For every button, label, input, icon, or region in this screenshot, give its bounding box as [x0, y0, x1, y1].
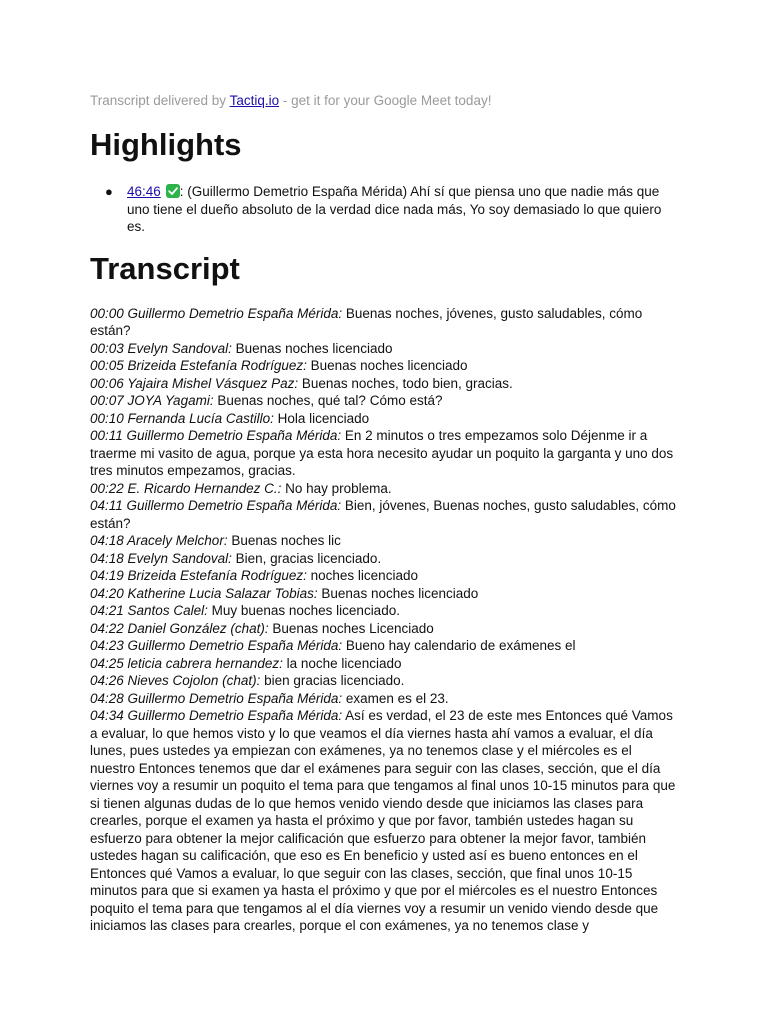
utterance: bien gracias licenciado.: [260, 673, 405, 688]
utterance: Muy buenas noches licenciado.: [207, 603, 400, 618]
transcript-line: [90, 427, 678, 480]
bullet-icon: ●: [105, 184, 113, 199]
utterance: examen es el 23.: [342, 690, 449, 706]
highlight-text: : (Guillermo Demetrio España Mérida) Ahí sí que piensa uno que nadie más que uno tiene el dueño absoluto de la verdad dice nada más, Yo soy demasiado lo que quiero es.: [127, 184, 662, 234]
transcript-line: [90, 340, 678, 358]
transcript-line: [90, 620, 678, 638]
transcript-line: [90, 480, 678, 498]
transcript-line: [90, 602, 678, 620]
utterance: Buenas noches, qué tal? Cómo está?: [213, 393, 443, 408]
utterance: Buenas noches lic: [227, 533, 341, 548]
highlights-list: [90, 183, 678, 236]
utterance: Buenas noches licenciado: [231, 340, 393, 356]
speaker-label: 04:23 Guillermo Demetrio España Mérida:: [90, 638, 343, 653]
speaker-label: 04:34 Guillermo Demetrio España Mérida:: [90, 708, 343, 723]
utterance: noches licenciado: [306, 568, 418, 583]
speaker-label: 04:11 Guillermo Demetrio España Mérida:: [90, 498, 342, 513]
transcript-line: [90, 672, 678, 690]
utterance: Así es verdad, el 23 de este mes Entonces qué Vamos a evaluar, lo que hemos visto y lo que veamos el día viernes hasta ahí vamos a evaluar, el día lunes, pues ustedes ya empiezan con exámenes, ya no tenemos clase y el miércoles es el nuestro Entonces tenemos que dar el exámenes para seguir con las clases, sección, que el día viernes voy a resumir un poquito el tema para que tengamos al final unos 10-15 minutos para que si tienen algunas dudas de lo que hemos venido viendo desde que iniciamos las clases para crearles, porque el examen ya hasta el próximo y que por favor, también ustedes hagan su esfuerzo para obtener la mejor calificación que esfuerzo para obtener la mejor favor, también ustedes hagan su calificación, que eso es En beneficio y usted así es bueno entonces en el Entonces qué Vamos a evaluar, lo que seguir con las clases, sección, que final unos 10-15 minutos para que si examen ya hasta el próximo y que por el miércoles es el nuestro Entonces poquito el tema para que tengamos al el día viernes voy a resumir un venido viendo desde que iniciamos las clases para crearles, porque el con exámenes, ya no tenemos clase y: [90, 708, 676, 933]
speaker-label: 04:19 Brizeida Estefanía Rodríguez:: [90, 568, 307, 583]
utterance: Bueno hay calendario de exámenes el: [342, 638, 576, 653]
speaker-label: 04:28 Guillermo Demetrio España Mérida:: [90, 690, 343, 706]
delivered-by-note: [90, 92, 678, 110]
utterance: Hola licenciado: [273, 410, 370, 426]
utterance: Buenas noches licenciado: [317, 585, 479, 601]
speaker-label: 00:00 Guillermo Demetrio España Mérida:: [90, 305, 343, 321]
delivered-suffix: - get it for your Google Meet today!: [279, 93, 492, 108]
transcript-line: [90, 392, 678, 410]
speaker-label: 00:22 E. Ricardo Hernandez C.:: [90, 480, 282, 496]
speaker-label: 00:05 Brizeida Estefanía Rodríguez:: [90, 358, 307, 373]
transcript-line: [90, 497, 678, 532]
utterance: No hay problema.: [281, 480, 392, 496]
transcript-line: [90, 532, 678, 550]
document-page: [90, 92, 678, 935]
transcript-line: [90, 305, 678, 340]
speaker-label: 00:03 Evelyn Sandoval:: [90, 340, 232, 356]
speaker-label: 04:20 Katherine Lucia Salazar Tobias:: [90, 585, 318, 601]
utterance: En 2 minutos o tres empezamos solo Déjenme ir a traerme mi vasito de agua, porque ya esta hora necesito ayudar un poquito la garganta y uno dos tres minutos empezamos, gracias.: [90, 428, 674, 478]
speaker-label: 00:10 Fernanda Lucía Castillo:: [90, 410, 274, 426]
speaker-label: 04:22 Daniel González (chat):: [90, 620, 269, 636]
utterance: Bien, jóvenes, Buenas noches, gusto saludables, cómo están?: [90, 498, 676, 531]
transcript-line: [90, 357, 678, 375]
check-mark-icon: [166, 184, 180, 198]
speaker-label: 04:25 leticia cabrera hernandez:: [90, 655, 283, 671]
delivered-prefix: Transcript delivered by: [90, 93, 230, 108]
utterance: Buenas noches licenciado: [306, 358, 468, 373]
utterance: la noche licenciado: [282, 655, 402, 671]
utterance: Bien, gracias licenciado.: [231, 550, 382, 566]
highlights-heading: Highlights: [90, 127, 242, 162]
speaker-label: 04:18 Evelyn Sandoval:: [90, 550, 232, 566]
speaker-label: 00:07 JOYA Yagami:: [90, 393, 214, 408]
utterance: Buenas noches Licenciado: [268, 620, 434, 636]
transcript-line: [90, 690, 678, 708]
transcript-lines: [90, 305, 678, 935]
transcript-line: [90, 375, 678, 393]
transcript-line: [90, 655, 678, 673]
utterance: Buenas noches, jóvenes, gusto saludables, cómo están?: [90, 305, 643, 338]
transcript-line: [90, 550, 678, 568]
speaker-label: 04:21 Santos Calel:: [90, 603, 208, 618]
highlight-item: [105, 183, 678, 236]
speaker-label: 00:11 Guillermo Demetrio España Mérida:: [90, 428, 342, 443]
transcript-line: [90, 567, 678, 585]
transcript-line: [90, 637, 678, 655]
transcript-line: [90, 707, 678, 935]
speaker-label: 04:18 Aracely Melchor:: [90, 533, 228, 548]
transcript-line: [90, 410, 678, 428]
transcript-line: [90, 585, 678, 603]
highlight-timestamp-link[interactable]: 46:46: [127, 184, 161, 199]
speaker-label: 00:06 Yajaira Mishel Vásquez Paz:: [90, 375, 299, 391]
utterance: Buenas noches, todo bien, gracias.: [298, 375, 513, 391]
tactiq-link[interactable]: Tactiq.io: [229, 93, 280, 108]
transcript-heading: Transcript: [90, 250, 240, 286]
speaker-label: 04:26 Nieves Cojolon (chat):: [90, 673, 261, 688]
